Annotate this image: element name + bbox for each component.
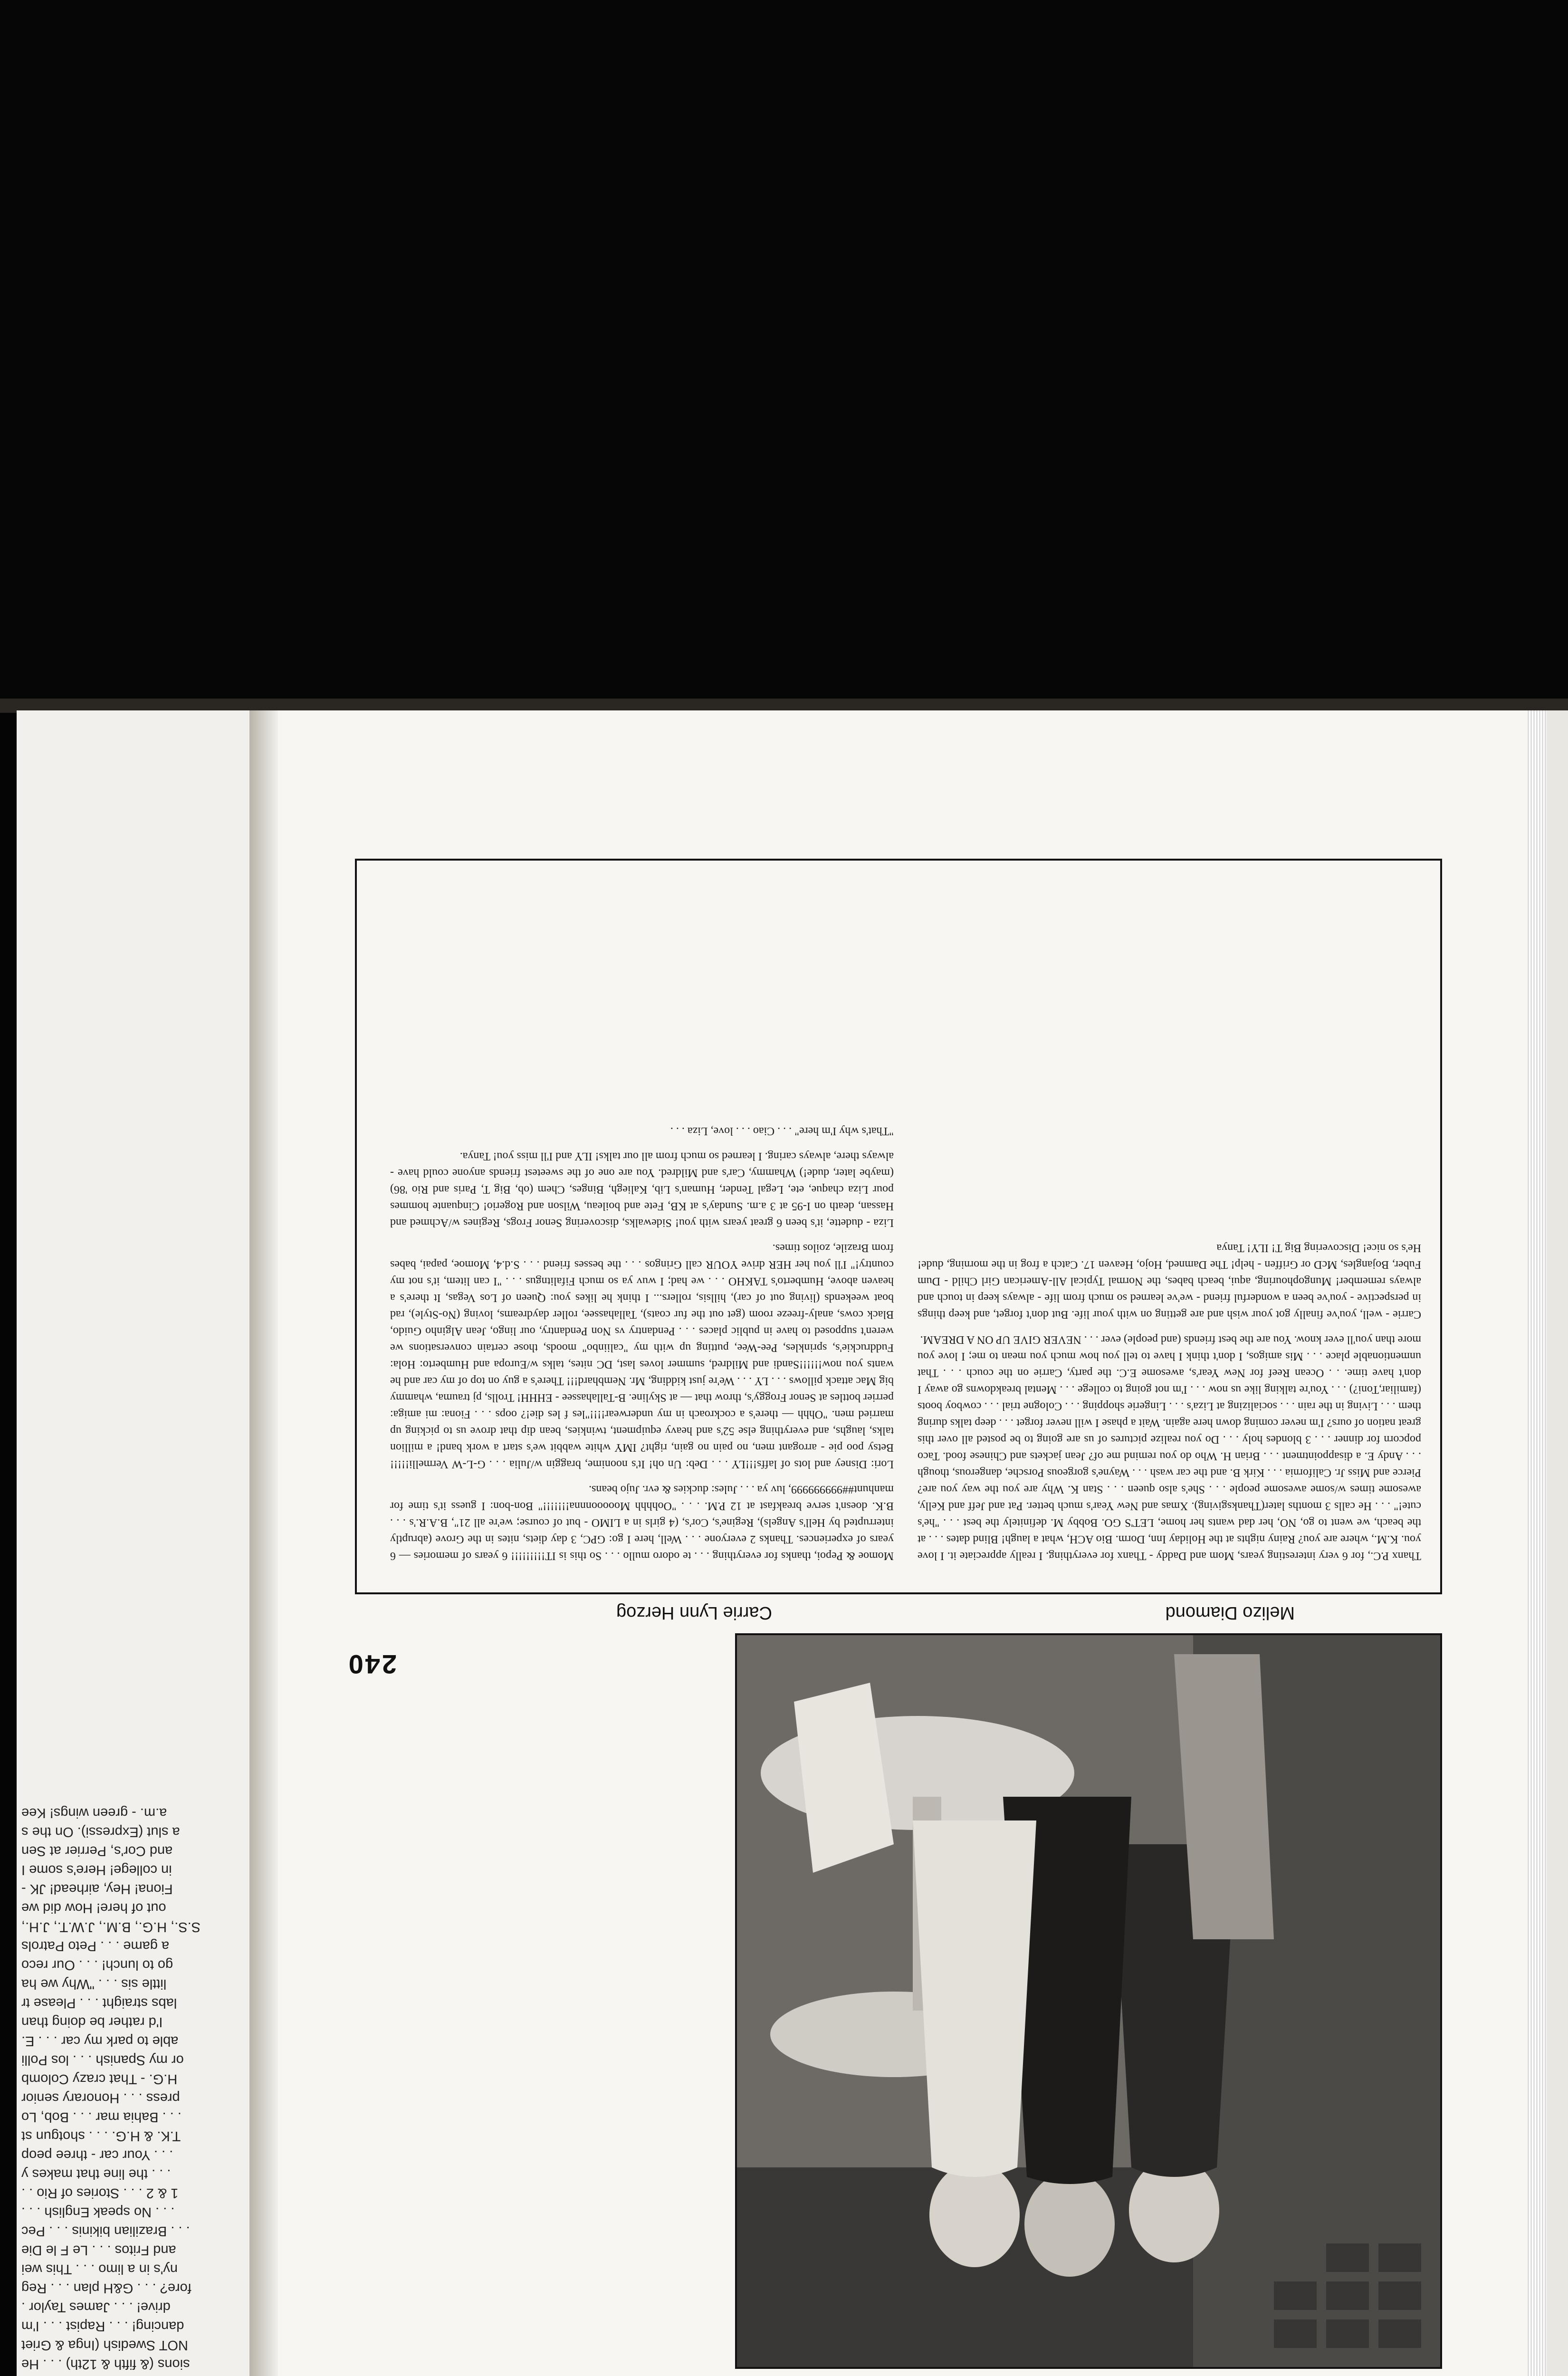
left-page-line: a slut (Expressi). On the s [21,1824,180,1839]
left-page-line: fore? . . . G&H plan . . . Reg [21,2280,191,2296]
left-page-line: and Cor's, Perrier at Sen [21,1843,173,1859]
dedication-paragraph: "That's why I'm here" . . . Ciao . . . love, Liza . . . [670,1125,894,1137]
page-edge [1528,710,1547,2376]
left-page-line: . . . Your car - three peop [21,2147,173,2163]
left-page-line: a game . . . Peto Patrols [21,1938,170,1954]
left-page-line: able to park my car . . . E. [21,2033,179,2049]
dedication-paragraph: Liza - dudette, it's been 6 great years with you! Sidewalks, discovering Senor Frogs, Regines w/Achmed and Hassan, death on I-95 at 3 a.m. Sunday's at KB, Fete and boileau, Wilson and Rogerio! Cinquante hommes pour Liza chaque, ete, Legal Tender, Human's Lib, Kaliegh, Binges, Chem (ob, Big T, Paris and Rio '86) (maybe later, dude!) Whammy, Car's and Mildred. You are one of the sweetest friends anyone could have - always there, always caring. I learned so much from all our talks! ILY and I'll miss you! Tanya. [390,1150,894,1229]
left-page-line: . . . the line that makes y [21,2166,171,2182]
left-page-text-column [21,1803,240,2376]
left-page-line: H.G. - That crazy Colomb [21,2071,178,2087]
rotated-page-content [278,739,1513,2374]
left-page-line: Fiona! Hey, airhead! JK - [21,1881,173,1897]
left-page [17,710,249,2376]
adjacent-page-edge [1547,710,1568,2376]
left-page-line: dancing! . . . Rapist . . . I'm [21,2319,184,2334]
left-page-line: drive! . . . James Taylor . [21,2299,171,2315]
yearbook-page [249,710,1547,2376]
dedication-paragraph: Thanx P.C., for 6 very interesting years, Mom and Daddy - Thanx for everything. I really appreciate it. I love you. K.M., where are you? Rainy nights at the Holiday Inn, Dorm. Bio ACH, what a laugh! Blind dates . . . at the beach, we went to go, NO, her dad wants her home, LET'S GO. Bobby M. definitely the best . . . "he's cute!" . . . He calls 3 months later(Thanksgiving). Xmas and New Year's much better. Pat and Jeff and Kelly, awesome times w/some awesome people . . . She's also queen . . . Stan K. Why are you the way you are? Pierce and Miss Jr. California . . . Kirk B. and the car wash . . . Wayne's gorgeous Porsche, dangerous, though . . . Andy E. a disappointment . . . Brian H. Who do you remind me of? Jean jackets and Chinese food. Taco popcorn for dinner . . . 3 blondes holy . . . Do you realize pictures of us are going to be posted all over this great nation of ours? I'm never coming down here again. Wait a phase I will never forget . . . deep talks during them . . . Living in the rain . . . socializing at Liza's . . . Lingerie shopping . . . Cologne trial . . . cowboy boots (familiar,Toni?) . . . You're talking like us now . . . I'm not going to college . . . Mental breakdowns go away I don't have time. . . Ocean Reef for New Year's, awesome E.C. the party, Carrie on the couch . . . That unmentionable place . . . Mis amigos, I don't think I have to tell you how much you mean to me; I love you more than you'll ever know. You are the best friends (and people) ever . . . NEVER GIVE UP ON A DREAM. [918,1333,1421,1562]
left-page-line: and Fritos . . . Le F le Die [21,2242,176,2258]
left-page-line [21,2374,240,2376]
dedication-paragraph: Carrie - well, you've finally got your wish and are getting on with your life. But don't forget, and keep things in perspective - you've been a wonderful friend - we've learned so much from life - always keep in touch and always remember! Mungophouring, aqui, beach babes, the Normal Typical All-American Girl Child - Dum Fuber, Bojangles, McD or Griffen - help! The Damned, Hojo, Heaven 17. Catch a frog in the morning, dude! He's so nice! Discovering Big T! ILY! Tanya [918,1242,1421,1321]
left-page-line: little sis . . . "Why we ha [21,1976,167,1992]
left-page-line: S.S., H.G., B.M., J.W.T., J.H., [21,1919,201,1935]
left-page-line: press . . . Honorary senior [21,2090,180,2106]
left-page-line: out of here! How did we [21,1900,166,1916]
left-page-line: . . . Bahia mar . . . Bob, Lo [21,2109,182,2125]
left-page-line: sions (& fifth & 12th) . . . He [21,2357,190,2372]
left-page-line: I'd rather be doing than [21,2014,163,2030]
dedication-paragraph: Lori: Disney and lots of laffs!!!LY . . . Deb: Un oh! It's noonime, braggin w/Julia . . . G-L-W Vermelli!!!!! Betsy poo pie - arrogant men, no pain no gain, right? IMY white wabbit we's start a work band! a million talks, laughs, and everything else 52's and heavy equipment, twinkies, bean dip that drove us to picking up married men. "Ohhh — there's a cockroach in my underwear!!!!"les f les die!? oops . . . Fiona: mi amiga: perrier bottles at Senor Froggy's, throw that — at Skyline. B-Tallahassee - EHHH! Trolls, pj trauma, whammy big Mac attack pillows . . . LY . . . We're just kidding, Mr. Nembhard!!! There's a guy on top of my car and he wants you now!!!!!!Sandi and Mildred, summer loves last, DC nites, talks w/Europa and Humberto: Hola: Fuddruckie's, sprinkles, Pee-Wee, putting up with my "caliinbo" moods, those certain conversations we weren't supposed to have in public places . . . Pendantry vs Non Pendantry, our lingo, Jean Alginho Guido, Black cows, analy-freeze room (get out the fur coats), Tallahassee, roller daydreams, loving (No-Style), rad boat weekends (living out of car), hillsis, rollers... I think he likes you: Queen of Los Vegas, It there's a heaven above, Humberto's TAKHO . . . we had; I wuv ya so much Fifalitngus . . . "I can litem, it's not my country!" I'll you her HER drive YOUR call Gringos . . . the besses friend . . . S.d.4, Momoe, papai, babes from Brazile, zoilos times. [390,1242,894,1470]
group-photo [735,1633,1442,2369]
left-page-line: or my Spanish . . . los Polli [21,2052,184,2068]
student-name-right: Carrie Lynn Herzog [616,1603,772,1623]
left-page-line: labs straight . . . Please tr [21,1995,177,2011]
scanner-background [0,0,1568,703]
page-gutter [249,710,278,2376]
dedication-text-right [918,1231,1421,1564]
left-page-line: T.K. & H.G. . . . shotgun st [21,2128,181,2144]
left-page-line: 1 & 2 . . . Stories of Rio . . [21,2185,179,2201]
left-page-line: NOT Swedish (Inga & Griet [21,2338,188,2353]
left-page-line: go to lunch! . . . Our reco [21,1957,173,1973]
page-number: 240 [346,1649,397,1679]
student-name-left: Melizo Diamond [1165,1603,1295,1623]
left-page-line: a.m. - green wings! Kee [21,1805,167,1820]
left-page-line: . . . Brazilian bikinis . . . Pec [21,2223,190,2239]
left-page-line: ny's in a limo . . . This wei [21,2261,178,2277]
left-page-line: in college! Here's some I [21,1862,172,1878]
dedication-paragraph: Momoe & Pepoi, thanks for everything . . . te odoro mullo . . . So this is IT!!!!!!!!! 6 years of memories — 6 years of experiences. Thanks 2 everyone . . . Well, here I go: GPC, 3 day diets, nites in the Grove (abruptly interrupted by Hell's Angels), Regine's, Cor's, (4 girls in a LIMO - but of course; we're all 21", B.A.R.'s . . . B.K. doesn't serve breakfast at 12 P.M. . . . "Oohhhh Mooooonnna!!!!!!!" Bon-bon: I guess it's time for manhunt##999999999, luv ya . . . Jules: duckies & evr. Jujo beans. [390,1483,894,1562]
left-page-line: . . . No speak English . . . [21,2204,175,2220]
dedication-text-left [390,1114,894,1564]
group-photo-image [737,1635,1440,2367]
text-frame [355,859,1442,1594]
